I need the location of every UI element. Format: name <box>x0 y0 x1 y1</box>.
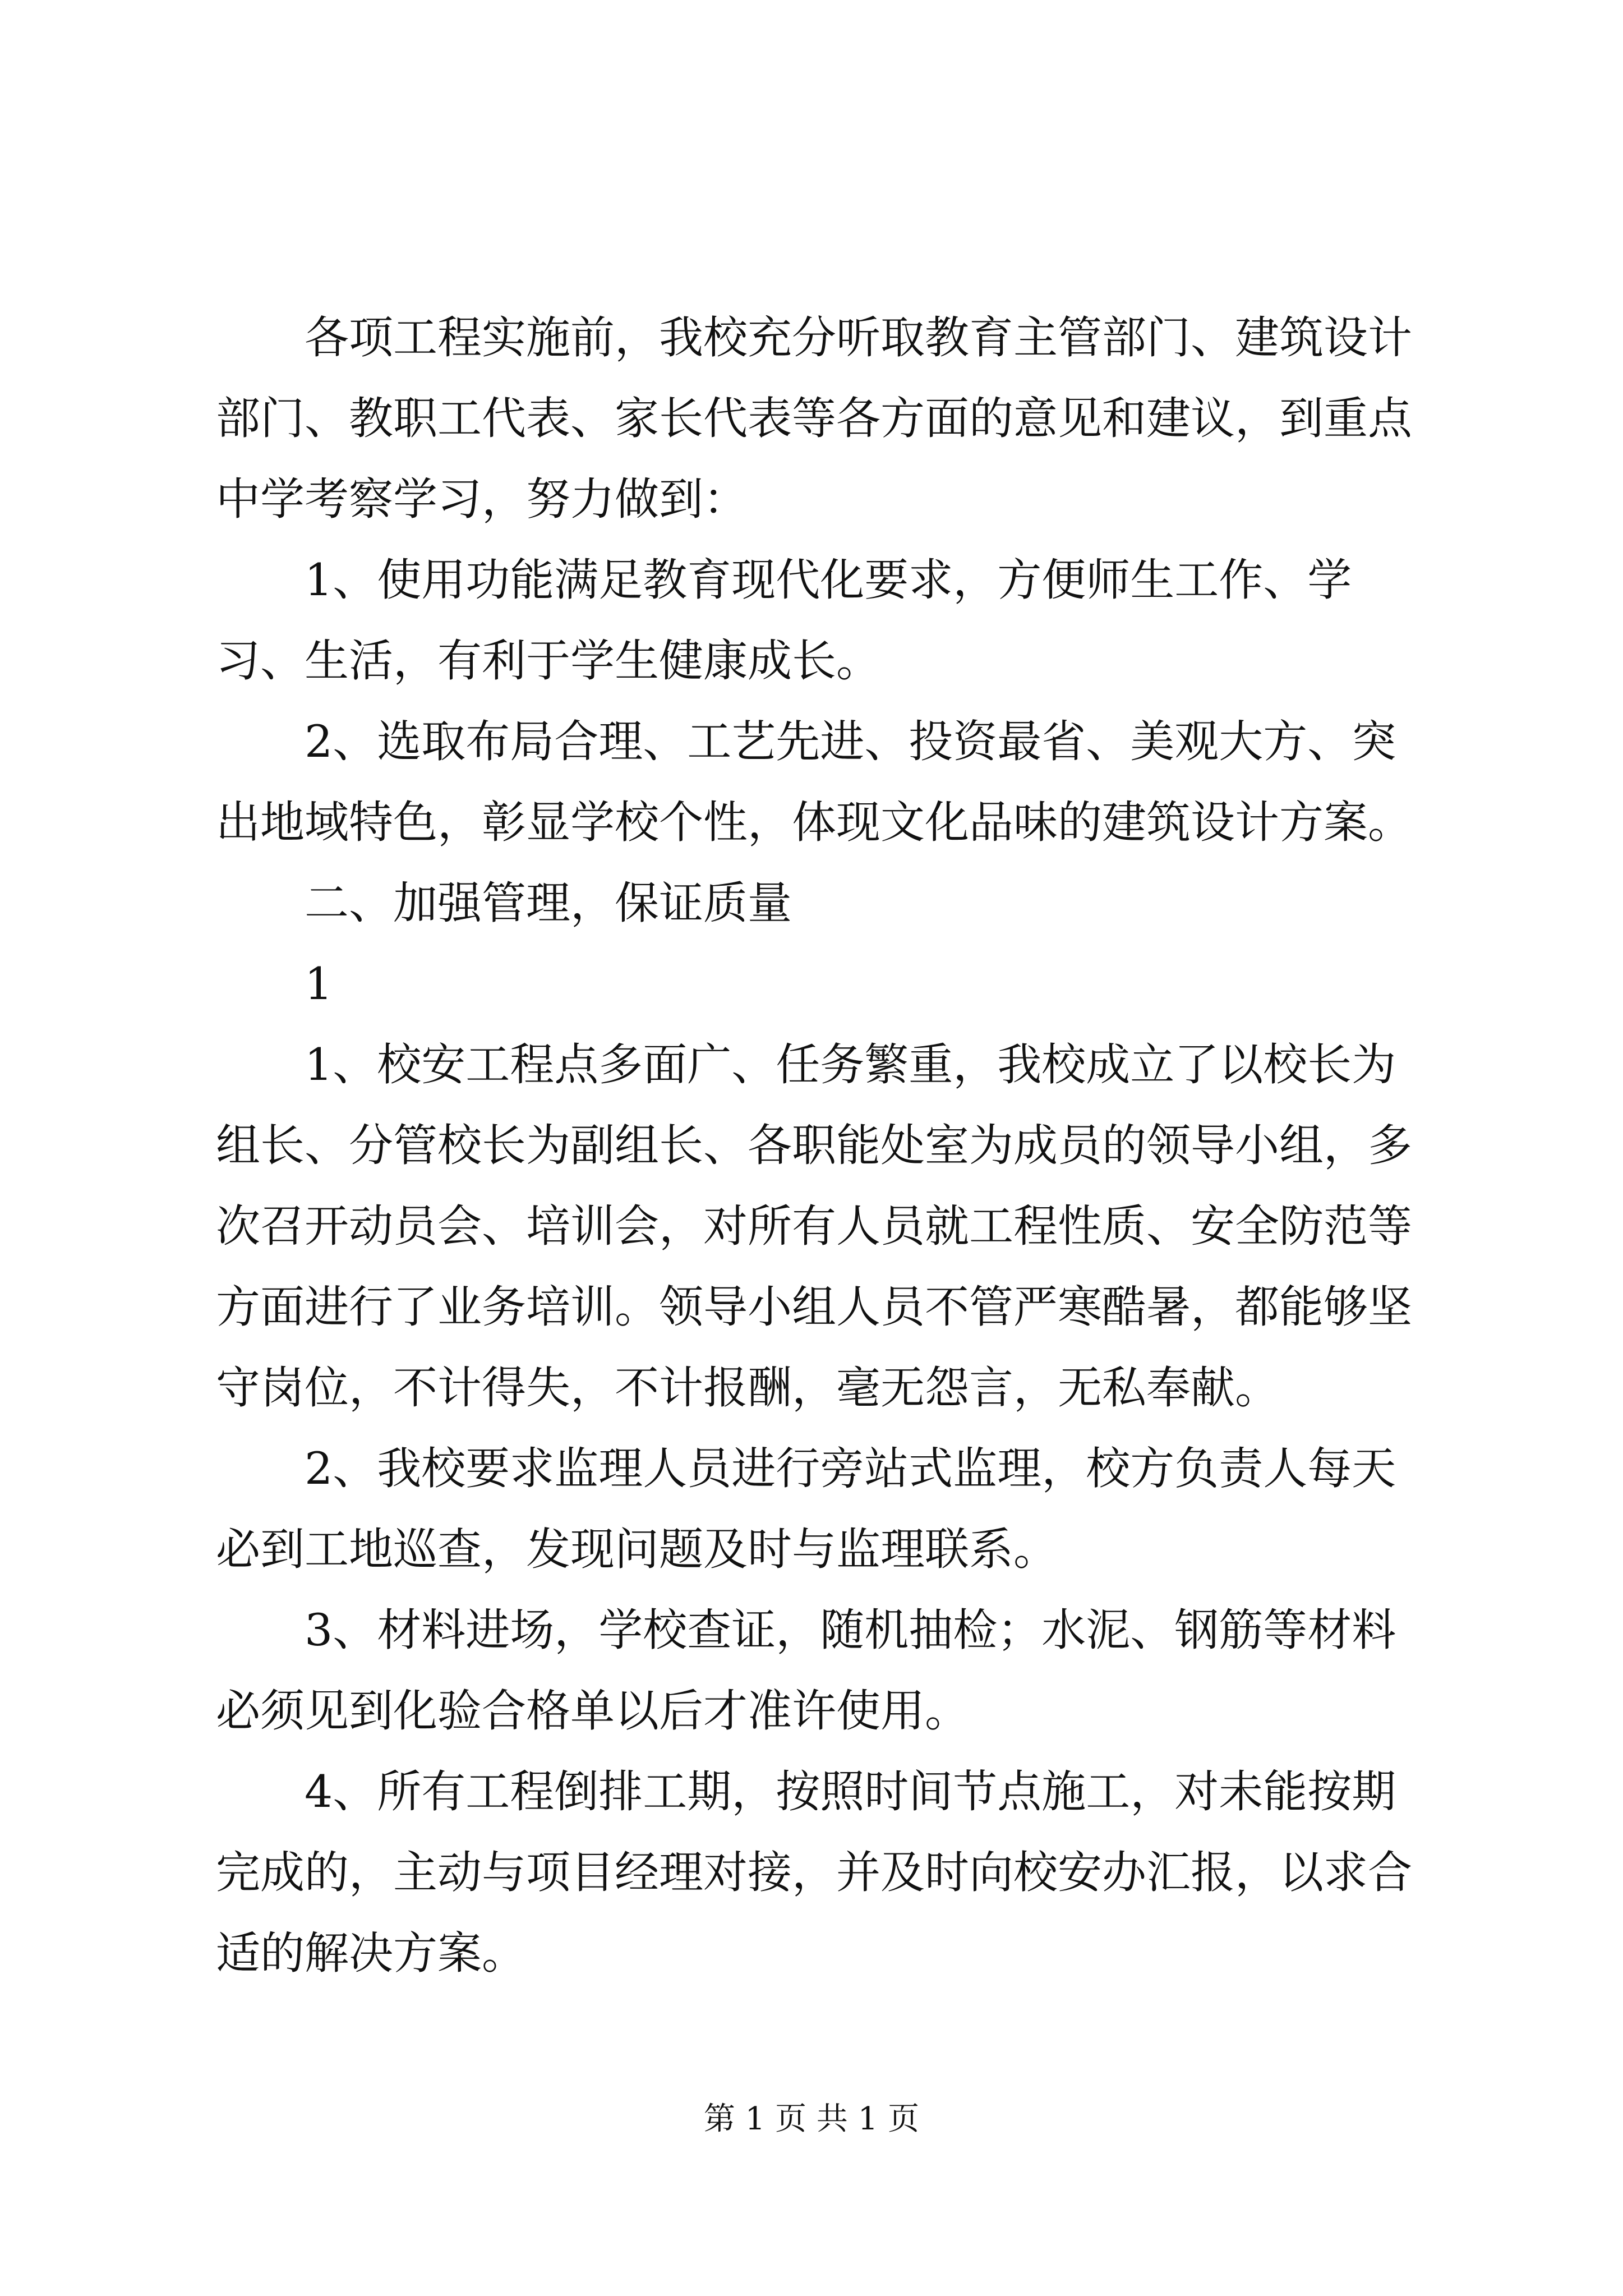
paragraph: 2、选取布局合理、工艺先进、投资最省、美观大方、突出地域特色，彰显学校个性，体现文化品味的建筑设计方案。 <box>216 716 1412 848</box>
paragraph: 3、材料进场，学校查证，随机抽检；水泥、钢筋等材料必须见到化验合格单以后才准许使用。 <box>216 1604 1396 1737</box>
paragraph: 1 <box>305 958 333 1010</box>
document-body <box>216 297 1427 1994</box>
paragraph: 各项工程实施前，我校充分听取教育主管部门、建筑设计部门、教职工代表、家长代表等各方面的意见和建议，到重点中学考察学习，努力做到： <box>216 312 1412 525</box>
paragraph: 1、校安工程点多面广、任务繁重，我校成立了以校长为组长、分管校长为副组长、各职能处室为成员的领导小组，多次召开动员会、培训会，对所有人员就工程性质、安全防范等方面进行了业务培训。领导小组人员不管严寒酷暑，都能够坚守岗位，不计得失，不计报酬，毫无怨言，无私奉献。 <box>216 1039 1412 1414</box>
section-heading: 二、加强管理，保证质量 <box>305 877 792 929</box>
paragraph: 4、所有工程倒排工期，按照时间节点施工，对未能按期完成的，主动与项目经理对接，并及时向校安办汇报，以求合适的解决方案。 <box>216 1766 1412 1979</box>
paragraph: 2、我校要求监理人员进行旁站式监理，校方负责人每天必到工地巡查，发现问题及时与监理联系。 <box>216 1443 1396 1575</box>
paragraph: 1、使用功能满足教育现代化要求，方便师生工作、学习、生活，有利于学生健康成长。 <box>216 554 1352 687</box>
page-footer: 第 1 页 共 1 页 <box>703 2101 920 2137</box>
